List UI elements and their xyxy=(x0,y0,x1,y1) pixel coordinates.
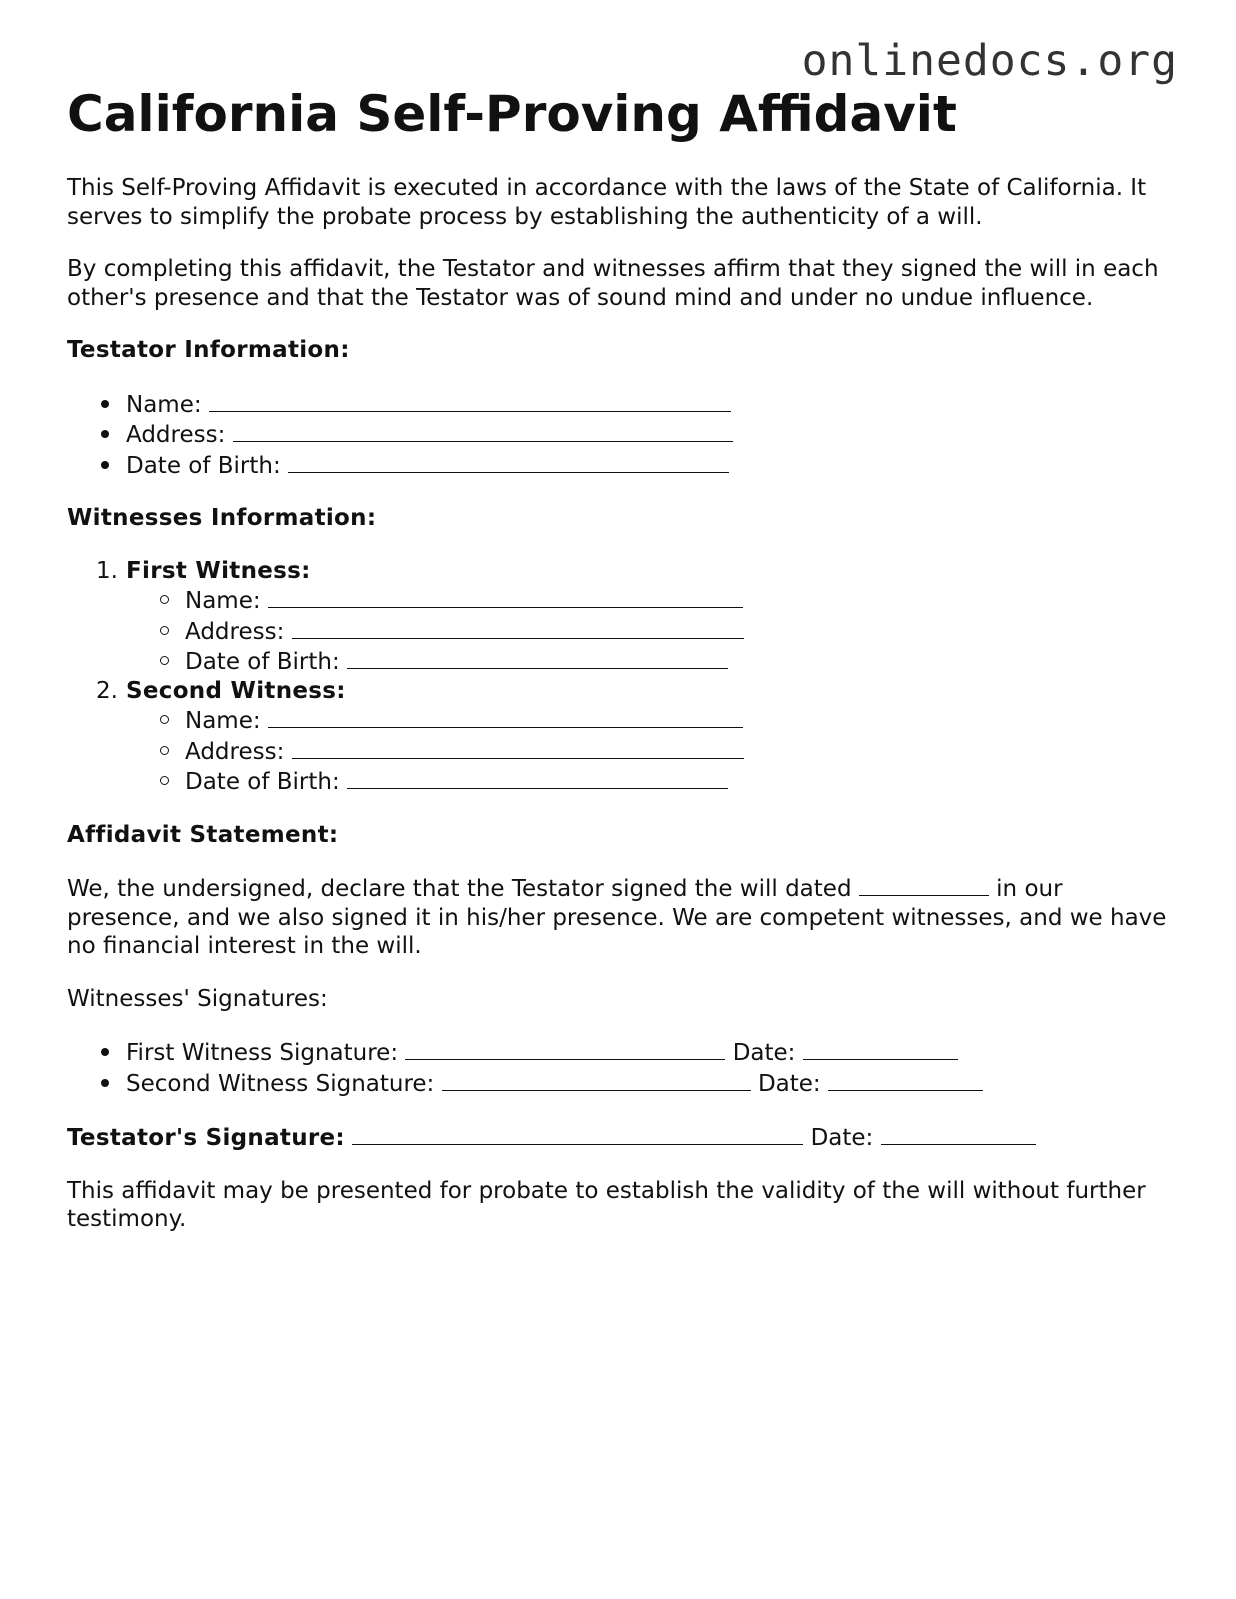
witnesses-list xyxy=(67,557,1177,797)
date-line[interactable] xyxy=(803,1037,958,1060)
watermark: onlinedocs.org xyxy=(801,36,1178,86)
field-label: Name: xyxy=(126,391,202,418)
fill-line[interactable] xyxy=(268,705,743,728)
first-witness-name-field[interactable] xyxy=(185,585,1177,616)
testator-fields-list xyxy=(67,389,1177,481)
fill-line[interactable] xyxy=(288,450,729,473)
field-label: First Witness Signature: xyxy=(126,1040,399,1066)
second-witness-label: Second Witness: xyxy=(126,677,346,704)
date-line[interactable] xyxy=(881,1122,1036,1145)
witnesses-info-heading: Witnesses Information: xyxy=(67,505,377,531)
field-label: Name: xyxy=(185,708,261,734)
document-page xyxy=(67,84,1177,1234)
second-witness-item xyxy=(96,677,1177,797)
date-label: Date: xyxy=(757,1070,821,1097)
first-witness-address-field[interactable] xyxy=(185,616,1177,647)
fill-line[interactable] xyxy=(268,585,743,608)
fill-line[interactable] xyxy=(292,736,744,759)
statement-text-after: in our presence, and we also signed it in his/her presence. We are competent witnesses, and we have no financial interest in the will. xyxy=(67,876,1167,959)
first-witness-label: First Witness: xyxy=(126,557,311,584)
statement-text-before: We, the undersigned, declare that the Testator signed the will dated xyxy=(67,876,852,902)
second-witness-address-field[interactable] xyxy=(185,736,1177,767)
signature-line[interactable] xyxy=(442,1068,751,1091)
list-number: 1. xyxy=(96,557,118,584)
closing-paragraph: This affidavit may be presented for probate to establish the validity of the will without further testimony. xyxy=(67,1177,1146,1232)
testator-info-heading: Testator Information: xyxy=(67,337,350,363)
date-label: Date: xyxy=(810,1125,874,1151)
date-line[interactable] xyxy=(828,1068,983,1091)
will-date-fill-line[interactable] xyxy=(859,873,989,896)
affidavit-statement-heading: Affidavit Statement: xyxy=(67,821,339,848)
signature-line[interactable] xyxy=(405,1037,725,1060)
testator-signature-label: Testator's Signature: xyxy=(67,1125,345,1151)
witness-signatures-heading: Witnesses' Signatures: xyxy=(67,985,328,1012)
field-label: Date of Birth: xyxy=(185,649,340,675)
fill-line[interactable] xyxy=(292,616,744,639)
second-witness-dob-field[interactable] xyxy=(185,766,1177,797)
signature-line[interactable] xyxy=(352,1122,803,1145)
witness-signatures-list xyxy=(67,1037,1177,1098)
first-witness-item xyxy=(96,557,1177,677)
field-label: Address: xyxy=(185,738,285,765)
second-witness-signature-field[interactable] xyxy=(126,1068,1177,1099)
testator-signature-field[interactable] xyxy=(67,1122,1177,1153)
first-witness-dob-field[interactable] xyxy=(185,646,1177,677)
fill-line[interactable] xyxy=(347,646,728,669)
testator-name-field[interactable] xyxy=(126,389,1177,420)
second-witness-fields xyxy=(126,705,1177,797)
field-label: Date of Birth: xyxy=(126,452,281,479)
first-witness-fields xyxy=(126,585,1177,677)
intro-paragraph-1: This Self-Proving Affidavit is executed in accordance with the laws of the State of California. It serves to simplify the probate process by establishing the authenticity of a will. xyxy=(67,175,1147,230)
field-label: Second Witness Signature: xyxy=(126,1070,435,1097)
affidavit-statement-text xyxy=(67,873,1177,961)
intro-paragraph-2: By completing this affidavit, the Testator and witnesses affirm that they signed the will in each other's presence and that the Testator was of sound mind and under no undue influence. xyxy=(67,256,1159,311)
field-label: Address: xyxy=(185,618,285,645)
field-label: Name: xyxy=(185,588,261,614)
fill-line[interactable] xyxy=(347,766,728,789)
fill-line[interactable] xyxy=(233,419,733,442)
testator-address-field[interactable] xyxy=(126,419,1177,450)
testator-dob-field[interactable] xyxy=(126,450,1177,481)
field-label: Date of Birth: xyxy=(185,769,340,795)
second-witness-name-field[interactable] xyxy=(185,705,1177,736)
date-label: Date: xyxy=(732,1040,796,1066)
document-title: California Self-Proving Affidavit xyxy=(67,85,957,143)
list-number: 2. xyxy=(96,677,118,704)
fill-line[interactable] xyxy=(209,389,731,412)
first-witness-signature-field[interactable] xyxy=(126,1037,1177,1068)
field-label: Address: xyxy=(126,422,226,448)
